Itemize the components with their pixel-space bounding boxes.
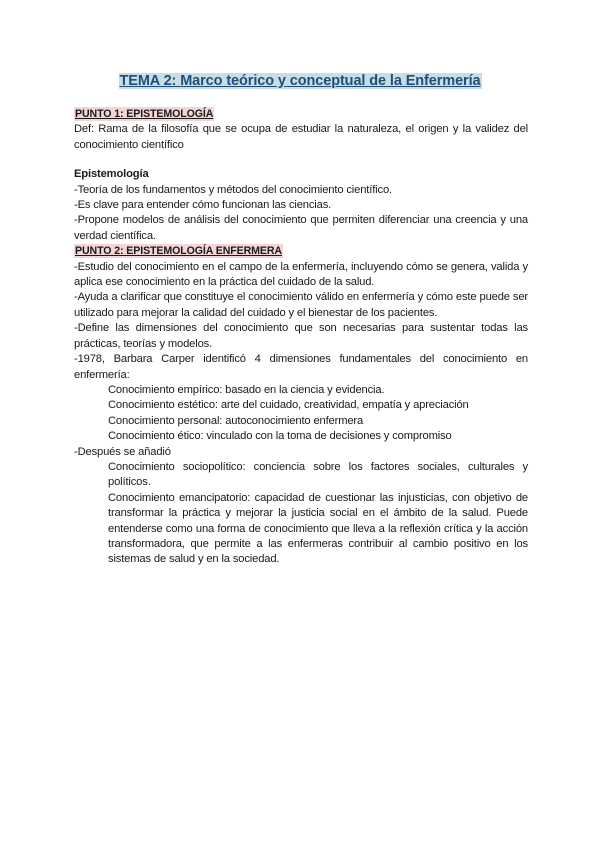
document-title: TEMA 2: Marco teórico y conceptual de la Enfermería: [119, 73, 481, 89]
dimension-item: Conocimiento emancipatorio: capacidad de cuestionar las injusticias, con objetivo de transformar la práctica y mejorar la justicia social en el ámbito de la salud. Puede entenderse como una forma de conocimiento que lleva a la reflexión crítica y la acción transformadora, que permite a las enfermeras contribuir al cambio positivo en los sistemas de salud y en la sociedad.: [108, 491, 528, 566]
dimension-item: Conocimiento ético: vinculado con la toma de decisiones y compromiso: [108, 430, 452, 443]
list-item: -Propone modelos de análisis del conocimiento que permiten diferenciar una creencia y una verdad científica.: [74, 214, 528, 242]
epistemologia-section: [74, 167, 528, 244]
added-intro: -Después se añadió: [74, 445, 171, 458]
punto2-section: [74, 244, 528, 568]
punto1-section: [74, 107, 528, 153]
list-item: -1978, Barbara Carper identificó 4 dimensiones fundamentales del conocimiento en enfermería:: [74, 353, 528, 381]
definition-paragraph: Def: Rama de la filosofía que se ocupa de estudiar la naturaleza, el origen y la validez del conocimiento científico: [74, 123, 528, 151]
epistemologia-heading: Epistemología: [74, 168, 149, 181]
list-item: -Teoría de los fundamentos y métodos del conocimiento científico.: [74, 183, 392, 196]
list-item: -Ayuda a clarificar que constituye el conocimiento válido en enfermería y cómo este puede ser utilizado para mejorar la calidad del cuidado y el bienestar de los pacientes.: [74, 291, 528, 319]
list-item: -Estudio del conocimiento en el campo de la enfermería, incluyendo cómo se genera, valida y aplica ese conocimiento en la práctica del cuidado de la salud.: [74, 260, 528, 289]
dimension-item: Conocimiento sociopolítico: conciencia sobre los factores sociales, culturales y políticos.: [108, 460, 528, 489]
dimension-item: Conocimiento estético: arte del cuidado, creatividad, empatía y apreciación: [108, 399, 469, 412]
list-item: -Define las dimensiones del conocimiento que son necesarias para sustentar todas las prácticas, teorías y modelos.: [74, 322, 528, 350]
punto1-heading: PUNTO 1: EPISTEMOLOGÍA: [75, 108, 214, 120]
document-body: [74, 107, 528, 568]
punto2-heading: PUNTO 2: EPISTEMOLOGÍA ENFERMERA: [75, 245, 282, 258]
list-item: -Es clave para entender cómo funcionan las ciencias.: [74, 199, 332, 212]
dimension-item: Conocimiento personal: autoconocimiento enfermera: [108, 414, 364, 427]
dimension-item: Conocimiento empírico: basado en la ciencia y evidencia.: [108, 383, 385, 396]
